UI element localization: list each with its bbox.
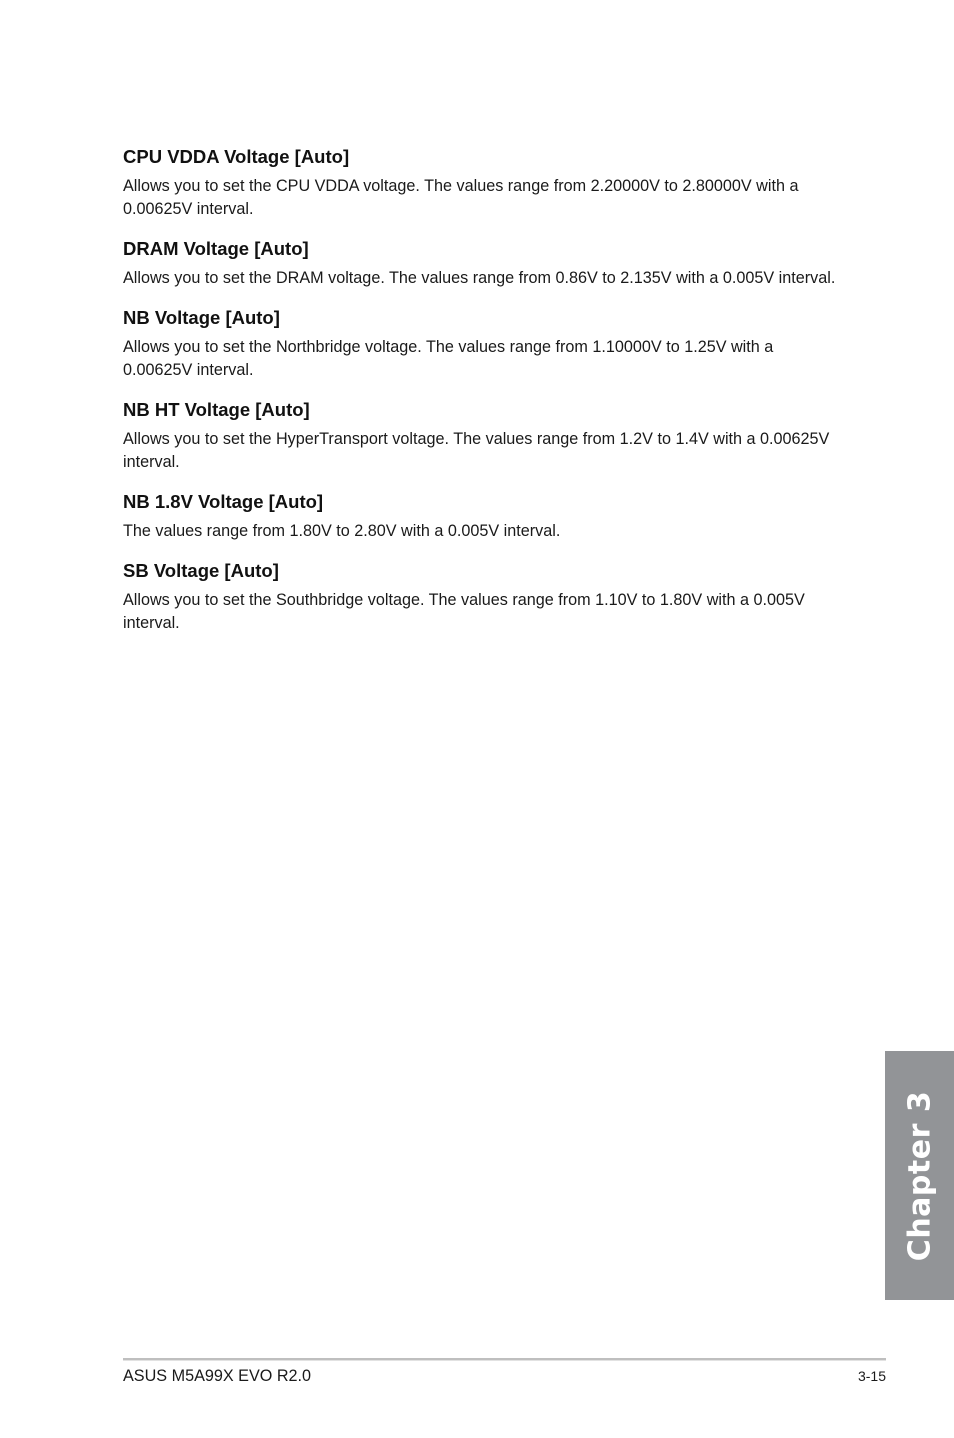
- setting-nb-1-8v-voltage: [123, 490, 838, 543]
- setting-nb-ht-voltage: [123, 398, 838, 474]
- setting-description: Allows you to set the Northbridge voltage. The values range from 1.10000V to 1.25V with a 0.00625V interval.: [123, 338, 774, 379]
- setting-title: NB Voltage [Auto]: [123, 307, 280, 328]
- settings-list: [123, 145, 838, 651]
- setting-title: DRAM Voltage [Auto]: [123, 238, 309, 259]
- setting-title: NB HT Voltage [Auto]: [123, 399, 310, 420]
- setting-title: NB 1.8V Voltage [Auto]: [123, 491, 324, 512]
- setting-description: Allows you to set the HyperTransport voltage. The values range from 1.2V to 1.4V with a 0.00625V interval.: [123, 430, 830, 471]
- setting-sb-voltage: [123, 559, 838, 635]
- setting-description: The values range from 1.80V to 2.80V with a 0.005V interval.: [123, 522, 561, 540]
- setting-dram-voltage: [123, 237, 838, 290]
- setting-cpu-vdda-voltage: [123, 145, 838, 221]
- setting-description: Allows you to set the Southbridge voltage. The values range from 1.10V to 1.80V with a 0.005V interval.: [123, 591, 805, 632]
- setting-title: SB Voltage [Auto]: [123, 560, 279, 581]
- footer-divider: [123, 1358, 886, 1361]
- setting-description: Allows you to set the DRAM voltage. The values range from 0.86V to 2.135V with a 0.005V interval.: [123, 269, 836, 287]
- setting-description: Allows you to set the CPU VDDA voltage. The values range from 2.20000V to 2.80000V with a 0.00625V interval.: [123, 177, 799, 218]
- footer-page-number: 3-15: [857, 1368, 886, 1384]
- setting-title: CPU VDDA Voltage [Auto]: [123, 146, 350, 167]
- chapter-tab: [885, 1051, 954, 1300]
- setting-nb-voltage: [123, 306, 838, 382]
- footer-product-name: ASUS M5A99X EVO R2.0: [123, 1367, 312, 1385]
- chapter-tab-label: Chapter 3: [902, 1090, 937, 1261]
